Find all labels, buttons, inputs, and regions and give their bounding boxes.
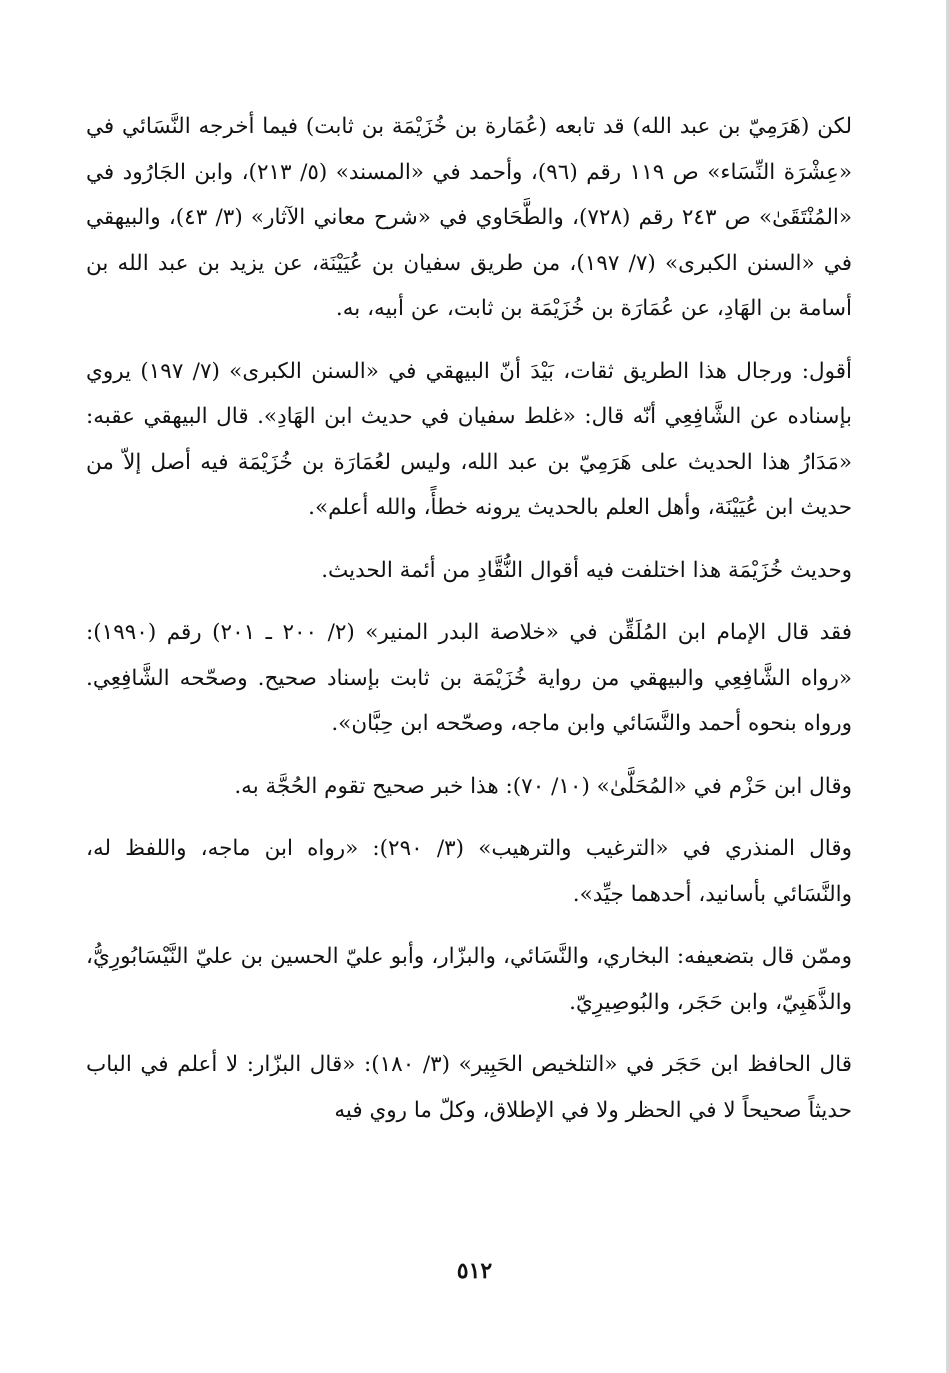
page-number: ٥١٢ — [456, 1258, 493, 1284]
paragraph-2: أقول: ورجال هذا الطريق ثقات، بَيْدَ أنّ البيهقي في «السنن الكبرى» (٧/ ١٩٧) يروي بإسناده عن الشَّافِعِي أنّه قال: «غلط سفيان في حديث ابن الهَادِ». قال البيهقي عقبه: «مَدَارُ هذا الحديث على هَرَمِيّ بن عبد الله، وليس لعُمَارَة بن خُزَيْمَة فيه أصل إلاّ من حديث ابن عُيَيْنَة، وأهل العلم بالحديث يرونه خطأً، والله أعلم». — [86, 358, 853, 520]
paragraph-3: وحديث خُزَيْمَة هذا اختلفت فيه أقوال النُّقَّادِ من أئمة الحديث. — [321, 557, 852, 583]
paragraph-5: وقال ابن حَزْم في «المُحَلَّىٰ» (١٠/ ٧٠): هذا خبر صحيح تقوم الحُجَّة به. — [234, 773, 852, 799]
paragraph-7: وممّن قال بتضعيفه: البخاري، والنَّسَائي، والبزّار، وأبو عليّ الحسين بن عليّ النَّيْسَابُورِيُّ، والذَّهَبِيّ، وابن حَجَر، والبُوصِيرِيّ. — [86, 944, 852, 1015]
paragraph-1: لكن (هَرَمِيّ بن عبد الله) قد تابعه (عُمَارة بن خُزَيْمَة بن ثابت) فيما أخرجه النَّسَائي في «عِشْرَة النِّسَاء» ص ١١٩ رقم (٩٦)، وأحمد في «المسند» (٥/ ٢١٣)، وابن الجَارُود في «المُنْتَقَىٰ» ص ٢٤٣ رقم (٧٢٨)، والطَّحَاوي في «شرح معاني الآثار» (٣/ ٤٣)، والبيهقي في «السنن الكبرى» (٧/ ١٩٧)، من طريق سفيان بن عُيَيْنَة، عن يزيد بن عبد الله بن أسامة بن الهَادِ، عن عُمَارَة بن خُزَيْمَة بن ثابت، عن أبيه، به. — [86, 114, 853, 321]
paragraph-6: وقال المنذري في «الترغيب والترهيب» (٣/ ٢٩٠): «رواه ابن ماجه، واللفظ له، والنَّسَائي بأسانيد، أحدهما جيِّد». — [86, 836, 853, 907]
paragraph-4: فقد قال الإمام ابن المُلَقِّن في «خلاصة البدر المنير» (٢/ ٢٠٠ ـ ٢٠١) رقم (١٩٩٠): «رواه الشَّافِعِي والبيهقي من رواية خُزَيْمَة بن ثابت بإسناد صحيح. وصحّحه الشَّافِعِي. ورواه بنحوه أحمد والنَّسَائي وابن ماجه، وصحّحه ابن حِبَّان». — [86, 620, 853, 736]
paragraph-8: قال الحافظ ابن حَجَر في «التلخيص الحَبِير» (٣/ ١٨٠): «قال البزّار: لا أعلم في الباب حديثاً صحيحاً لا في الحظر ولا في الإطلاق، وكلّ ما روي فيه — [86, 1052, 852, 1123]
body-text — [86, 104, 852, 1150]
